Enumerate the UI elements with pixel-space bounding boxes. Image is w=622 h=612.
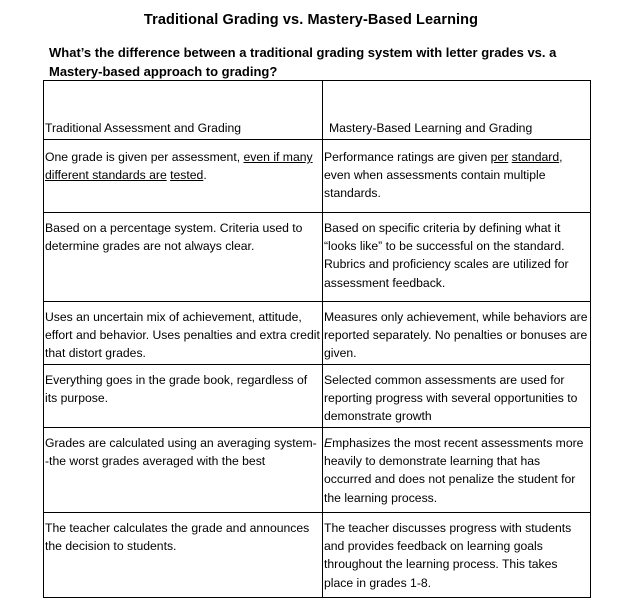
mastery-cell: Selected common assessments are used for reporting progress with several opportunities to demonstrate growth (323, 365, 591, 428)
header-mastery: Mastery-Based Learning and Grading (323, 81, 591, 140)
traditional-cell: The teacher calculates the grade and announces the decision to students. (44, 513, 323, 598)
table-row (44, 213, 591, 302)
mastery-cell: The teacher discusses progress with students and provides feedback on learning goals throughout the learning process. This takes place in grades 1-8. (323, 513, 591, 598)
cell-text: mphasizes the most recent assessments more heavily to demonstrate learning that has occurred and does not penalize the student for the learning process. (324, 436, 584, 505)
comparison-table (43, 80, 591, 598)
table-row (44, 140, 591, 213)
table-row (44, 302, 591, 365)
traditional-cell: Everything goes in the grade book, regardless of its purpose. (44, 365, 323, 428)
mastery-cell (323, 140, 591, 213)
page-title: Traditional Grading vs. Mastery-Based Learning (143, 12, 479, 28)
cell-text: . (203, 168, 207, 183)
italic-initial: E (324, 436, 333, 450)
cell-text: One grade is given per assessment, (45, 150, 244, 164)
header-traditional: Traditional Assessment and Grading (44, 81, 323, 140)
mastery-cell: Measures only achievement, while behaviors are reported separately. No penalties or bonuses are given. (323, 302, 591, 365)
traditional-cell: Uses an uncertain mix of achievement, attitude, effort and behavior. Uses penalties and extra credit that distort grades. (44, 302, 323, 365)
underlined-text: even if many different standards are (45, 150, 313, 183)
question-text: What’s the difference between a traditional grading system with letter grades vs. a Mastery-based approach to grading? (49, 45, 557, 79)
underlined-text: per (490, 150, 509, 164)
underlined-text: standard (511, 150, 560, 164)
cell-text: , even when assessments contain multiple standards. (324, 150, 563, 201)
table-row (44, 513, 591, 598)
mastery-cell (323, 428, 591, 513)
traditional-cell (44, 140, 323, 213)
traditional-cell: Grades are calculated using an averaging system--the worst grades averaged with the best (44, 428, 323, 513)
mastery-cell: Based on specific criteria by defining what it “looks like” to be successful on the standard. Rubrics and proficiency scales are utilized for assessment feedback. (323, 213, 591, 302)
table-row (44, 428, 591, 513)
table-header-row (44, 81, 591, 140)
traditional-cell: Based on a percentage system. Criteria used to determine grades are not always clear. (44, 213, 323, 302)
cell-text: Performance ratings are given (324, 150, 491, 164)
table-row (44, 365, 591, 428)
underlined-text: tested (170, 168, 204, 183)
